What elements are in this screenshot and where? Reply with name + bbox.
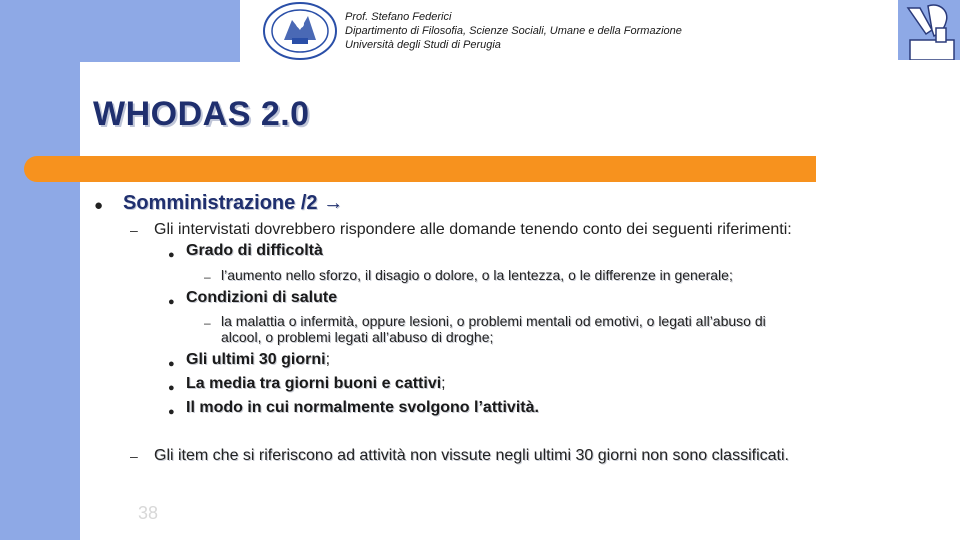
dash-icon: –: [130, 448, 138, 464]
item-health-desc-1: la malattia o infermità, oppure lesioni, o problemi mentali od emotivi, o legati all’abuso di: [221, 313, 766, 329]
sub-item: [204, 267, 733, 286]
bullet-dot-icon: ●: [168, 296, 175, 308]
item-average: La media tra giorni buoni e cattivi: [186, 375, 442, 392]
item-days: Gli ultimi 30 giorni: [186, 351, 326, 368]
list-item: [168, 289, 338, 310]
slide-title: WHODAS 2.0: [93, 95, 310, 133]
section-heading: [123, 192, 343, 215]
sub-item: [204, 313, 766, 345]
dash-icon: –: [204, 316, 211, 330]
bullet-dot-icon: ●: [168, 382, 175, 394]
header-university: Università degli Studi di Perugia: [345, 39, 501, 51]
item-days-wrap: [186, 351, 330, 369]
item-average-tail: ;: [441, 375, 446, 392]
item-difficulty-desc: l’aumento nello sforzo, il disagio o dolore, o la lentezza, o le differenze in generale;: [221, 267, 733, 283]
list-item: [168, 242, 323, 263]
bullet-dot-icon: ●: [94, 197, 104, 214]
dash-icon: –: [204, 270, 211, 284]
item-difficulty: Grado di difficoltà: [186, 242, 323, 259]
bullet-dot-icon: ●: [168, 249, 175, 261]
note-row: [130, 447, 789, 466]
list-item: [168, 351, 331, 372]
item-health-desc-2: alcool, o problemi legati all’abuso di droghe;: [221, 329, 494, 345]
section-heading-text: Somministrazione /2: [123, 192, 318, 214]
header-department: Dipartimento di Filosofia, Scienze Sociali, Umane e della Formazione: [345, 25, 682, 37]
list-item: [168, 399, 539, 420]
header-author: Prof. Stefano Federici: [345, 11, 452, 23]
list-item: [168, 375, 446, 396]
bullet-dot-icon: ●: [168, 406, 175, 418]
intro-row: [130, 221, 792, 240]
item-health: Condizioni di salute: [186, 289, 338, 306]
dash-icon: –: [130, 222, 138, 238]
item-mode: Il modo in cui normalmente svolgono l’attività.: [186, 399, 539, 416]
page-number: 38: [138, 503, 159, 523]
item-days-tail: ;: [325, 351, 331, 368]
item-average-wrap: [186, 375, 446, 393]
bullet-dot-icon: ●: [168, 358, 175, 370]
intro-text: Gli intervistati dovrebbero rispondere alle domande tenendo conto dei seguenti riferimenti:: [154, 221, 792, 238]
arrow-right-icon: →: [323, 192, 344, 214]
note-text: Gli item che si riferiscono ad attività non vissute negli ultimi 30 giorni non sono classificati.: [154, 447, 789, 464]
